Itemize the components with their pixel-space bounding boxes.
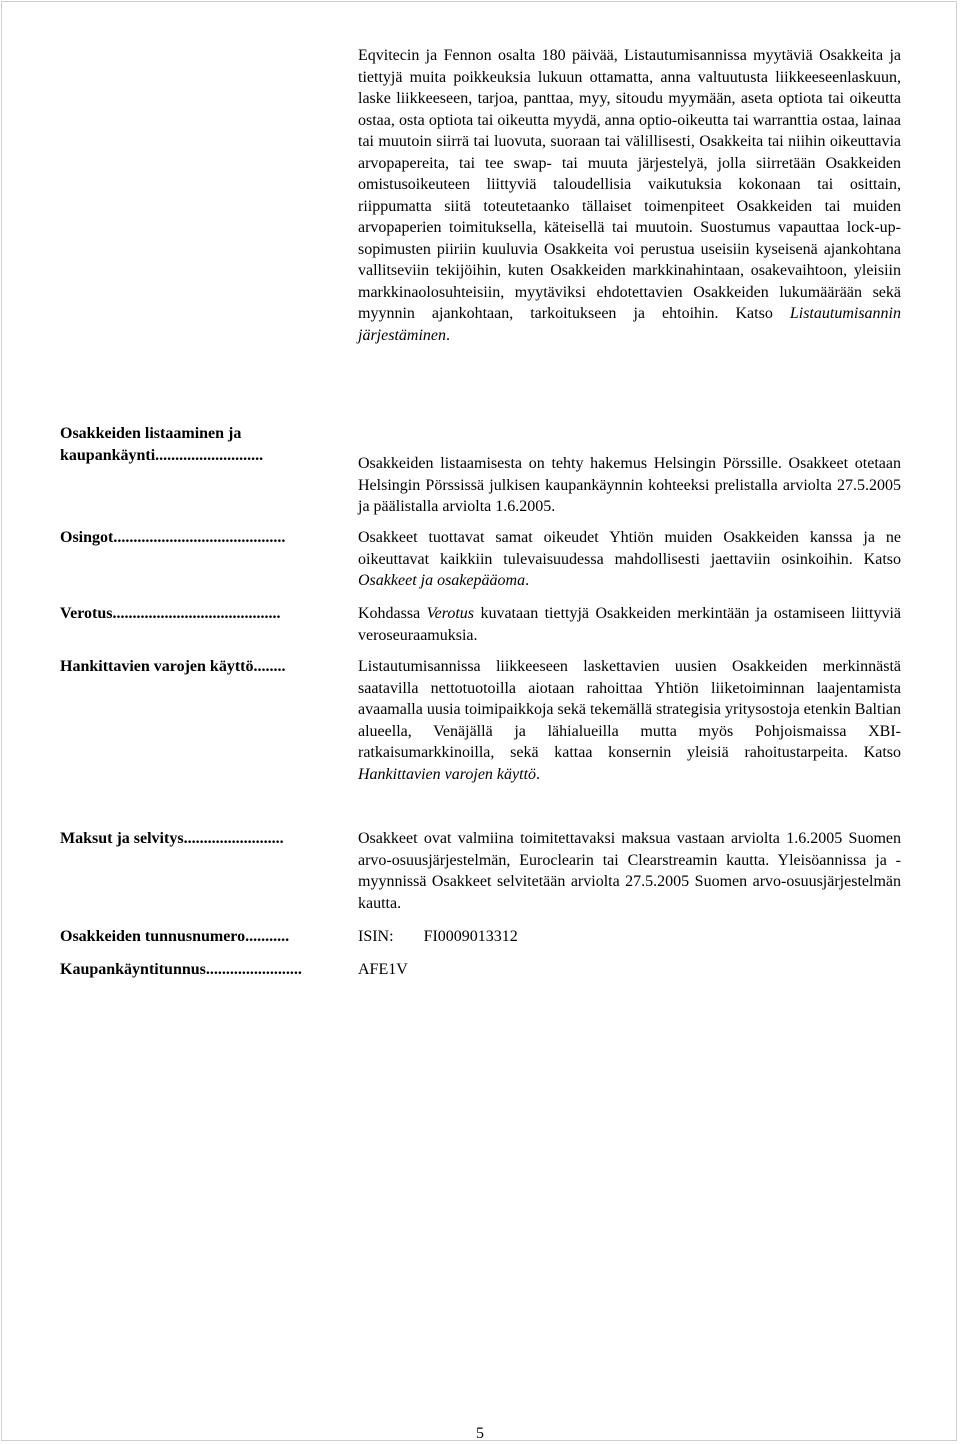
share-id-label bbox=[60, 926, 345, 948]
share-id-value bbox=[358, 926, 901, 948]
dividends-reference: Osakkeet ja osakepääoma bbox=[358, 572, 526, 589]
isin-value: FI0009013312 bbox=[423, 928, 518, 945]
use-of-proceeds-label-dots: ........ bbox=[253, 658, 286, 675]
taxation-text-pre: Kohdassa bbox=[358, 605, 427, 622]
lockup-reference: Listautumisannin järjestäminen bbox=[358, 305, 901, 344]
listing-text: Osakkeiden listaamisesta on tehty hakemus Helsingin Pörssille. Osakkeet otetaan Helsingin Pörssissä julkisen kaupankäynnin kohteeksi prelistalla arviolta 27.5.2005 ja päälistalla arviolta 1.6.2005. bbox=[358, 455, 901, 515]
dividends-text bbox=[358, 527, 901, 592]
use-of-proceeds-label-text: Hankittavien varojen käyttö bbox=[60, 658, 254, 675]
ticker-label-dots: ........................ bbox=[205, 961, 302, 978]
listing-label-dots: ........................... bbox=[155, 446, 264, 464]
use-of-proceeds-reference: Hankittavien varojen käyttö bbox=[358, 765, 537, 783]
taxation-text bbox=[358, 603, 901, 646]
use-of-proceeds-text bbox=[358, 656, 901, 785]
ticker-label-text: Kaupankäyntitunnus bbox=[60, 961, 206, 978]
dividends-text-end: . bbox=[525, 572, 530, 589]
share-id-label-text: Osakkeiden tunnusnumero bbox=[60, 928, 246, 945]
taxation-label-text: Verotus bbox=[60, 605, 113, 622]
taxation-reference: Verotus bbox=[426, 605, 475, 622]
share-id-label-dots: ........... bbox=[245, 928, 290, 945]
lockup-paragraph-end: . bbox=[446, 326, 450, 344]
listing-label-line1: Osakkeiden listaaminen ja bbox=[60, 425, 242, 442]
dividends-text-body: Osakkeet tuottavat samat oikeudet Yhtiön muiden Osakkeiden kanssa ja ne oikeuttavat kaikkiin tulevaisuudessa mahdollisesti jaettaviin osinkoihin. Katso bbox=[358, 529, 901, 568]
use-of-proceeds-text-end: . bbox=[536, 765, 541, 783]
listing-label bbox=[60, 423, 345, 466]
taxation-label-dots: .......................................... bbox=[112, 605, 281, 622]
page-number: 5 bbox=[476, 1425, 484, 1442]
payment-label bbox=[60, 828, 345, 850]
dividends-label bbox=[60, 527, 345, 549]
dividends-label-dots: ........................................... bbox=[113, 529, 286, 546]
isin-label: ISIN: bbox=[358, 928, 394, 945]
ticker-value: AFE1V bbox=[358, 961, 408, 978]
payment-label-text: Maksut ja selvitys bbox=[60, 830, 184, 847]
lockup-paragraph-text: Eqvitecin ja Fennon osalta 180 päivää, Listautumisannissa myytäviä Osakkeita ja tiettyjä muita poikkeuksia lukuun ottamatta, anna valtuutusta liikkeeseenlaskuun, laske liikkeeseen, tarjoa, panttaa, myy, sitoudu myymään, aseta optiota tai oikeutta ostaa, osta optiota tai oikeutta myydä, anna optio-oikeutta tai warranttia ostaa, lainaa tai muutoin siirrä tai luovuta, suoraan tai välillisesti, Osakkeita tai niihin oikeuttavia arvopapereita, tai tee swap- tai muuta järjestelyä, jolla siirretään Osakkeiden omistusoikeuteen liittyviä taloudellisia vaikutuksia kokonaan tai osittain, riippumatta siitä toteutetaanko tällaiset toimenpiteet Osakkeiden tai muiden arvopaperien toimituksella, käteisellä tai muutoin. Suostumus vapauttaa lock-up-sopimusten piiriin kuuluvia Osakkeita voi perustua useisiin kyseisenä ajankohtana vallitseviin tekijöihin, kuten Osakkeiden markkinahintaan, osakevaihtoon, yleisiin markkinaolosuhteisiin, myytäviksi ehdotettavien Osakkeiden lukumäärään sekä myynnin ajankohtaan, tarkoitukseen ja ehtoihin. Katso bbox=[358, 47, 901, 322]
taxation-label bbox=[60, 603, 345, 625]
use-of-proceeds-label bbox=[60, 656, 345, 678]
payment-text: Osakkeet ovat valmiina toimitettavaksi maksua vastaan arviolta 1.6.2005 Suomen arvo-osuusjärjestelmän, Euroclearin tai Clearstreamin kautta. Yleisöannissa ja -myynnissä Osakkeet selvitetään arviolta 27.5.2005 Suomen arvo-osuusjärjestelmän kautta. bbox=[358, 830, 901, 912]
payment-label-dots: ......................... bbox=[183, 830, 284, 847]
ticker-label bbox=[60, 959, 345, 981]
listing-label-line2: kaupankäynti bbox=[60, 446, 156, 464]
listing-section bbox=[60, 423, 902, 515]
lockup-paragraph bbox=[358, 45, 901, 346]
use-of-proceeds-text-body: Listautumisannissa liikkeeseen laskettavien uusien Osakkeiden merkinnästä saatavilla nettotuotoilla aiotaan rahoittaa Yhtiön liiketoiminnan laajentamista avaamalla uusia toimipaikkoja sekä tekemällä strategisia yritysostoja etenkin Baltian alueella, Venäjällä ja lähialueilla mutta myös Pohjoismaissa XBI-ratkaisumarkkinoilla, sekä kattaa konsernin yleisiä rahoitustarpeita. Katso bbox=[358, 658, 901, 761]
taxation-text-body: kuvataan tiettyjä Osakkeiden merkintään ja ostamiseen liittyviä veroseuraamuksia. bbox=[358, 605, 901, 644]
dividends-label-text: Osingot bbox=[60, 529, 114, 546]
